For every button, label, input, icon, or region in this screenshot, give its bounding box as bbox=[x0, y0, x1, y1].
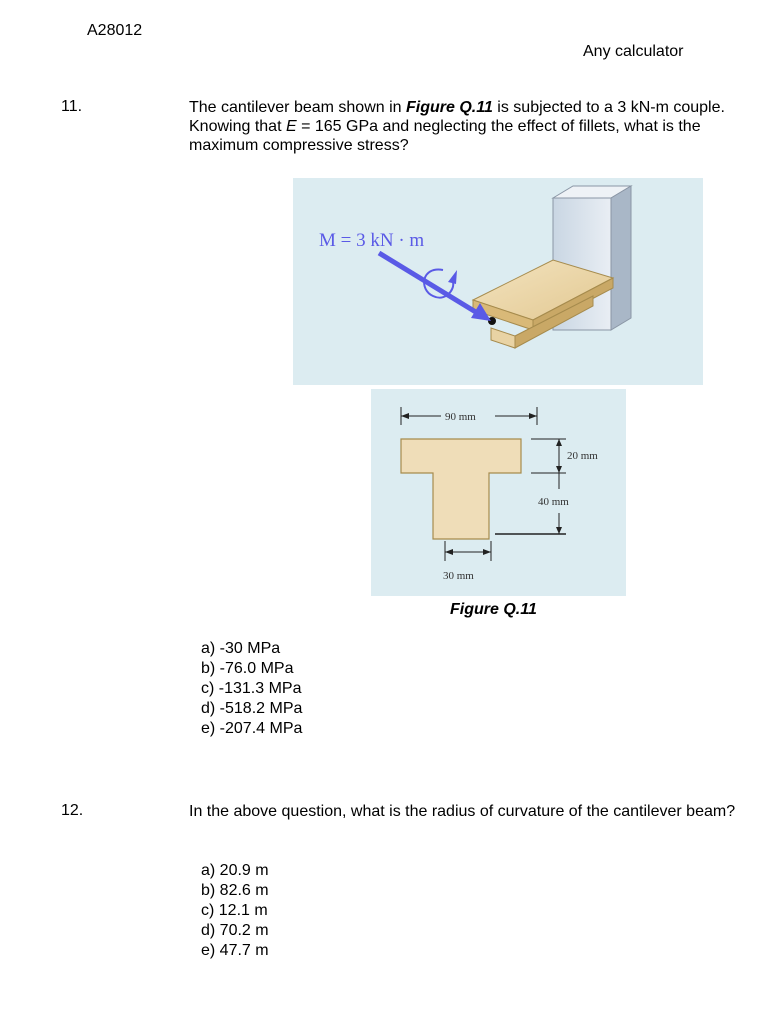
question-11-options bbox=[201, 639, 302, 739]
q12-option-e: e) 47.7 m bbox=[201, 942, 269, 959]
q11-text-post: = 165 GPa and neglecting the effect of fillets, what is the maximum compressive stress? bbox=[189, 118, 701, 154]
figure-caption: Figure Q.11 bbox=[450, 601, 537, 618]
question-11-text bbox=[189, 98, 749, 155]
q11-var-e: E bbox=[285, 118, 297, 135]
cross-section-drawing bbox=[371, 389, 626, 596]
q11-option-e: e) -207.4 MPa bbox=[201, 720, 303, 737]
q11-text-pre: The cantilever beam shown in bbox=[189, 99, 406, 116]
beam-illustration bbox=[293, 178, 703, 385]
q11-option-c: c) -131.3 MPa bbox=[201, 680, 302, 697]
q12-option-b: b) 82.6 m bbox=[201, 882, 269, 899]
wall-side bbox=[611, 186, 631, 330]
dim-depth-label: 40 mm bbox=[538, 496, 569, 508]
q12-option-a: a) 20.9 m bbox=[201, 862, 269, 879]
q11-option-b: b) -76.0 MPa bbox=[201, 660, 294, 677]
moment-vector-shaft bbox=[379, 253, 479, 314]
dim-flange-label: 20 mm bbox=[567, 450, 598, 462]
moment-curl-head bbox=[448, 270, 457, 284]
q11-option-a: a) -30 MPa bbox=[201, 640, 281, 657]
question-11-number: 11. bbox=[61, 98, 83, 115]
dim-arrow bbox=[483, 549, 491, 555]
dim-width-label: 90 mm bbox=[445, 411, 476, 423]
q12-option-d: d) 70.2 m bbox=[201, 922, 269, 939]
q11-figure-ref: Figure Q.11 bbox=[406, 99, 493, 116]
t-section bbox=[401, 439, 521, 539]
dim-web-label: 30 mm bbox=[443, 570, 474, 582]
q11-text-mid: is subjected to a 3 kN-m couple. Knowing that bbox=[189, 99, 725, 135]
moment-label: M = 3 kN · m bbox=[319, 230, 425, 251]
calculator-note: Any calculator bbox=[583, 43, 684, 60]
dim-arrow bbox=[556, 466, 562, 473]
dim-arrow bbox=[556, 439, 562, 446]
dim-arrow bbox=[556, 527, 562, 534]
dim-arrow bbox=[445, 549, 453, 555]
question-12-options bbox=[201, 861, 269, 961]
dim-arrow bbox=[529, 413, 537, 419]
cross-section-illustration bbox=[371, 389, 626, 596]
beam-web-front bbox=[491, 328, 515, 348]
exam-code: A28012 bbox=[87, 22, 143, 39]
dim-arrow bbox=[401, 413, 409, 419]
q12-option-c: c) 12.1 m bbox=[201, 902, 268, 919]
question-12-text: In the above question, what is the radius of curvature of the cantilever beam? bbox=[189, 803, 736, 820]
q11-option-d: d) -518.2 MPa bbox=[201, 700, 303, 717]
beam-drawing bbox=[293, 178, 703, 385]
question-12-number: 12. bbox=[61, 802, 84, 819]
